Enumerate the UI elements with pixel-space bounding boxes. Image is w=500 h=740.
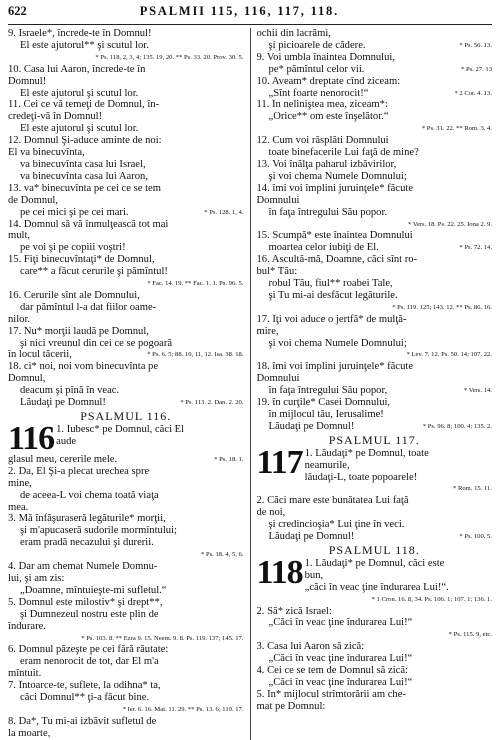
verse-text: mat pe Domnul: <box>256 700 326 712</box>
verse-text: 5. Domnul este milostiv* şi drept**, <box>8 596 163 608</box>
verse-text: moartea celor iubiţi de El. <box>268 242 379 254</box>
cross-reference-line <box>257 123 493 135</box>
verse-line <box>8 207 244 219</box>
verse-line <box>8 668 244 680</box>
verse-line <box>257 677 493 689</box>
verse-text: 2. Da, El Şi-a plecat urechea spre <box>8 465 150 477</box>
verse-text: credeţi-vă în Domnul! <box>8 111 103 123</box>
opening-line: 1. Lăudaţi* pe Domnul, toate <box>304 447 429 459</box>
cross-reference: * Ps. 27. 13 <box>461 65 492 73</box>
cross-reference-line <box>257 302 493 314</box>
opening-line: neamurile, <box>304 459 350 471</box>
verse-line <box>257 111 493 123</box>
verse-text: bul* Tău: <box>256 266 298 278</box>
cross-reference: * Ier. 6. 16. Mat. 11. 29. ** Ps. 13. 6; 119. 17. <box>122 705 244 713</box>
verse-text: mea. <box>8 501 29 513</box>
verse-line <box>8 123 244 135</box>
verse-text: va binecuvînta casa lui Israel, <box>20 158 146 170</box>
cross-reference-line <box>8 278 244 290</box>
cross-reference: * Ps. 72. 14. <box>459 244 492 252</box>
cross-reference: * Ps. 96. 8; 100. 4; 135. 2. <box>422 422 492 430</box>
verse-line <box>257 230 493 242</box>
verse-text: Lăudaţi pe Domnul! <box>20 397 106 409</box>
verse-line <box>257 653 493 665</box>
verse-text: „Sînt foarte nenorocit!“ <box>268 87 369 99</box>
verse-line <box>8 728 244 740</box>
drop-number-117: 117 <box>256 443 303 481</box>
verse-text: 14. îmi voi împlini juruinţele* făcute <box>256 182 414 194</box>
verse-text: 10. Casa lui Aaron, încrede-te în <box>8 63 146 75</box>
verse-text: „Căci în veac ţine îndurarea Lui!“ <box>268 617 413 629</box>
verse-text: 16. Cerurile sînt ale Domnului, <box>8 289 140 301</box>
cross-reference: * Rom. 15. 11. <box>453 485 492 493</box>
verse-line <box>257 159 493 171</box>
drop-number-118: 118 <box>256 553 303 591</box>
verse-line <box>257 171 493 183</box>
verse-line <box>8 290 244 302</box>
verse-line <box>8 597 244 609</box>
verse-text: El este ajutorul şi scutul lor. <box>20 87 139 99</box>
verse-line <box>8 525 244 537</box>
verse-line <box>8 680 244 692</box>
verse-text: „Doamne, mîntuieşte-mi sufletul.“ <box>20 584 167 596</box>
verse-line <box>257 409 493 421</box>
psalm-117-ref-line <box>257 483 493 495</box>
verse-text: dar pămîntul l-a dat fiilor oame- <box>20 301 157 313</box>
verse-line <box>257 373 493 385</box>
verse-line <box>8 111 244 123</box>
verse-text: Domnul, <box>8 373 46 385</box>
verse-text: 9. Voi umbla înaintea Domnului, <box>256 51 395 63</box>
verse-text: 11. Cei ce vă temeţi de Domnul, în- <box>8 99 160 111</box>
verse-line <box>8 537 244 549</box>
verse-text: 15. Fiţi binecuvîntaţi* de Domnul, <box>8 254 155 266</box>
verse-line <box>8 195 244 207</box>
verse-text: Lăudaţi pe Domnul! <box>268 420 355 432</box>
verse-line <box>8 385 244 397</box>
psalm-118-verses <box>257 606 493 713</box>
cross-reference: * 1 Cron. 16. 8, 34. Ps. 106. 1; 107. 1; 136. 1. <box>371 595 492 603</box>
verse-text: 4. Cei ce se tem de Domnul să zică: <box>256 665 408 677</box>
opening-line: 1. Lăudaţi* pe Domnul, căci este <box>304 557 445 569</box>
verse-line <box>257 617 493 629</box>
verse-text: şi picioarele de cădere. <box>268 39 366 51</box>
verse-text: 17. Nu* morţii laudă pe Domnul, <box>8 325 149 337</box>
verse-line <box>257 183 493 195</box>
verse-line <box>8 28 244 40</box>
opening-line: „căci în veac ţine îndurarea Lui!“. <box>304 581 449 593</box>
verse-text: ochii din lacrămi, <box>256 28 331 39</box>
verse-text: Domnului <box>256 194 300 206</box>
cross-reference-line <box>8 704 244 716</box>
cross-reference: * Ps. 103. 8. ** Ezra 9. 15. Neem. 9. 8. Ps. 119. 137; 145. 17. <box>81 634 244 642</box>
cross-reference: * Ps. 115. 9, etc. <box>448 631 492 639</box>
right-column <box>251 28 493 740</box>
verse-text: la moarte, <box>8 727 51 739</box>
verse-line <box>8 716 244 728</box>
verse-line <box>8 40 244 52</box>
verse-line <box>257 665 493 677</box>
verse-line <box>257 64 493 76</box>
verse-line <box>8 314 244 326</box>
verse-line <box>8 159 244 171</box>
verse-line <box>8 326 244 338</box>
verse-text: 19. în curţile* Casei Domnului, <box>256 397 391 409</box>
verse-text: 3. Casa lui Aaron să zică: <box>256 641 365 653</box>
verse-line <box>8 466 244 478</box>
verse-text: pe cei mici şi pe cei mari. <box>20 206 129 218</box>
verse-text: 15. Scumpă* este înaintea Domnului <box>256 230 413 242</box>
verse-line <box>257 266 493 278</box>
psalm-116-first-lines <box>56 424 243 454</box>
cross-reference: * Ps. 6. 5; 88. 10, 11, 12. Isa. 38. 18. <box>147 351 244 359</box>
verse-text: Domnul! <box>8 75 47 87</box>
verse-line <box>257 338 493 350</box>
cross-reference-line <box>8 52 244 64</box>
verse-line <box>257 207 493 219</box>
verse-text: 8. Da*, Tu mi-ai izbăvit sufletul de <box>8 715 157 727</box>
verse-text: robul Tău, fiul** roabei Tale, <box>268 278 393 290</box>
cross-reference: * Vers. 14. <box>463 387 492 395</box>
psalm-116-opening <box>8 419 244 457</box>
verse-text: deacum şi pînă în veac. <box>20 385 120 397</box>
cross-reference: * Ps. 100. 5. <box>459 533 492 541</box>
verse-line <box>257 314 493 326</box>
verse-line <box>257 254 493 266</box>
verse-text: eram nenorocit de tot, dar El m'a <box>20 656 159 668</box>
verse-line <box>8 76 244 88</box>
verse-text: 12. Domnul Şi-aduce aminte de noi: <box>8 135 162 147</box>
verse-text: „Căci în veac ţine îndurarea Lui!“ <box>268 676 413 688</box>
verse-line <box>8 242 244 254</box>
page-header <box>8 4 492 24</box>
verse-text: în faţa întregului Său popor. <box>268 206 388 218</box>
verse-line <box>257 147 493 159</box>
verse-line <box>257 195 493 207</box>
psalm-118-title: PSALMUL 118. <box>328 542 420 557</box>
verse-text: 12. Cum voi răsplăti Domnului <box>256 135 389 147</box>
verse-line <box>257 135 493 147</box>
cross-reference: * 2 Cor. 4. 13. <box>454 89 492 97</box>
verse-text: 2. Căci mare este bunătatea Lui faţă <box>256 495 409 507</box>
verse-text: „Orice** om este înşelător.“ <box>268 111 389 123</box>
verse-line <box>257 519 493 531</box>
cross-reference: * Ps. 18. 4, 5, 6. <box>201 551 244 559</box>
verse-text: va binecuvînta casa lui Aaron, <box>20 170 148 182</box>
verse-text: mult, <box>8 230 31 242</box>
verse-text: îndurare. <box>8 620 46 632</box>
verse-line <box>8 609 244 621</box>
verse-text: mine, <box>8 477 32 489</box>
cross-reference-line <box>8 549 244 561</box>
verse-text: pe* pămîntul celor vii. <box>268 63 365 75</box>
verse-text: 2. Să* zică Israel: <box>256 605 332 617</box>
verse-line <box>8 64 244 76</box>
cross-reference: * Ps. 118, 2, 3, 4; 135. 19, 20. ** Ps. 33. 20. Prov. 30. 5. <box>95 53 244 61</box>
verse-text: 17. Îţi voi aduce o jertfă* de mulţă- <box>256 313 407 325</box>
cross-reference: * Ps. 18. 1. <box>214 455 244 463</box>
verse-text: eram pradă necazului şi durerii. <box>20 537 154 549</box>
verse-text: El va binecuvînta, <box>8 147 85 159</box>
psalm-117-first-lines <box>305 448 492 484</box>
verse-line <box>8 361 244 373</box>
verse-line <box>8 183 244 195</box>
verse-line <box>8 397 244 409</box>
verse-text: şi Tu mi-ai desfăcut legăturile. <box>268 289 398 301</box>
verse-line <box>257 52 493 64</box>
verse-line <box>8 147 244 159</box>
verse-line <box>8 692 244 704</box>
verse-line <box>257 28 493 40</box>
verse-text: Domnului <box>256 373 300 385</box>
verse-line <box>257 326 493 338</box>
verse-text: 10. Aveam* dreptate cînd ziceam: <box>256 75 401 87</box>
verse-line <box>8 490 244 502</box>
verse-line <box>8 585 244 597</box>
verse-line <box>8 338 244 350</box>
cross-reference: * Vers. 18. Ps. 22. 25. Iona 2. 9. <box>408 220 492 228</box>
verse-text: 13. va* binecuvînta pe cei ce se tem <box>8 182 161 194</box>
verse-text: în mijlocul tău, Ierusalime! <box>268 409 384 420</box>
verse-text: de noi, <box>256 507 286 519</box>
verse-text: El este ajutorul** şi scutul lor. <box>20 39 149 51</box>
verse-text: mîntuit. <box>8 668 42 680</box>
verse-line <box>257 421 493 433</box>
verse-text: şi voi chema Numele Domnului; <box>268 170 407 182</box>
verse-line <box>257 689 493 701</box>
verse-text: şi m'apucaseră sudorile mormîntului; <box>20 525 177 537</box>
verse-line <box>8 171 244 183</box>
cross-reference-line <box>257 349 493 361</box>
psalm-118-opening <box>256 553 493 594</box>
verse-line <box>257 397 493 409</box>
verse-line <box>8 230 244 242</box>
verse-line <box>8 254 244 266</box>
verse-text: 11. În neliniştea mea, ziceam*: <box>256 99 388 111</box>
cross-reference: * Ps. 56. 13. <box>459 41 492 49</box>
cross-reference: * Fac. 14. 19. ** Fac. 1. 1. Ps. 96. 5. <box>147 280 244 288</box>
verse-line <box>257 701 493 713</box>
verse-line <box>8 99 244 111</box>
psalm-116-verses <box>8 454 244 740</box>
verse-text: 4. Dar am chemat Numele Domnu- <box>8 561 158 573</box>
psalm-118-ref-line <box>257 594 493 606</box>
verse-line <box>257 361 493 373</box>
cross-reference: * Ps. 128. 1, 4. <box>204 208 244 216</box>
verse-text: de Domnul, <box>8 194 59 206</box>
verse-line <box>257 88 493 100</box>
verse-text: pe voi şi pe copiii voştri! <box>20 242 126 254</box>
running-title: PSALMII 115, 116, 117, 118. <box>139 4 340 18</box>
cross-reference: * Ps. 113. 2. Dan. 2. 20. <box>180 399 244 407</box>
verse-text: 16. Ascultă-mă, Doamne, căci sînt ro- <box>256 254 418 266</box>
verse-text: de aceea-L voi chema toată viaţa <box>20 489 159 501</box>
verse-line <box>8 561 244 573</box>
verse-line <box>257 242 493 254</box>
verse-line <box>8 513 244 525</box>
verse-text: 14. Domnul să vă înmulţească tot mai <box>8 218 169 230</box>
psalm-115-verses <box>8 28 244 409</box>
verse-line <box>257 290 493 302</box>
cross-reference: * Ps. 119. 125; 143. 12. ** Ps. 86. 16. <box>392 303 492 311</box>
verse-line <box>8 88 244 100</box>
verse-line <box>8 656 244 668</box>
verse-text: lui, şi am zis: <box>8 572 65 584</box>
verse-text: şi nici vreunul din cei ce se pogoară <box>20 337 173 349</box>
verse-line <box>8 573 244 585</box>
verse-text: 6. Domnul păzeşte pe cei fără răutate: <box>8 644 169 656</box>
verse-line <box>257 76 493 88</box>
verse-line <box>257 278 493 290</box>
verse-text: care** a făcut cerurile şi pămîntul! <box>20 266 168 278</box>
psalm-117-title: PSALMUL 117. <box>328 432 420 447</box>
verse-text: în faţa întregului Său popor, <box>268 385 388 397</box>
verse-line <box>8 502 244 514</box>
verse-line <box>8 644 244 656</box>
opening-line: 1. Iubesc* pe Domnul, căci El <box>56 423 185 435</box>
verse-line <box>8 454 244 466</box>
verse-line <box>8 219 244 231</box>
verse-text: nilor. <box>8 313 31 325</box>
header-rule <box>8 24 492 25</box>
verse-line <box>257 606 493 618</box>
verse-text: „Căci în veac ţine îndurarea Lui!“ <box>268 653 413 665</box>
cross-reference-line <box>257 629 493 641</box>
verse-line <box>257 641 493 653</box>
verse-text: şi Dumnezeul nostru este plin de <box>20 608 159 620</box>
psalm-118-first-lines <box>305 558 492 594</box>
verse-text: Lăudaţi pe Domnul! <box>268 531 355 543</box>
verse-text: El este ajutorul şi scutul lor. <box>20 123 139 135</box>
verse-line <box>8 373 244 385</box>
cross-reference-line <box>257 219 493 231</box>
verse-text: 18. ci* noi, noi vom binecuvînta pe <box>8 361 159 373</box>
verse-line <box>257 531 493 543</box>
verse-line <box>8 302 244 314</box>
verse-text: toate binefacerile Lui faţă de mine? <box>268 147 419 159</box>
two-column-body <box>8 28 492 740</box>
verse-line <box>257 40 493 52</box>
psalm-116-title: PSALMUL 116. <box>80 409 172 423</box>
psalm-116-continued <box>257 28 493 433</box>
verse-text: glasul meu, cererile mele. <box>8 453 118 465</box>
verse-text: şi credincioşia* Lui ţine în veci. <box>268 519 405 531</box>
left-column <box>8 28 251 740</box>
opening-line: lăudaţi-L, toate popoarele! <box>304 471 418 483</box>
verse-line <box>8 349 244 361</box>
verse-line <box>8 266 244 278</box>
opening-line: aude <box>56 435 77 447</box>
verse-text: 5. În* mijlocul strîmtorării am che- <box>256 688 406 700</box>
cross-reference: * Ps. 31. 22. ** Rom. 3. 4. <box>421 125 492 133</box>
psalm-117-opening <box>256 443 493 484</box>
verse-line <box>257 385 493 397</box>
verse-text: în locul tăcerii, <box>8 349 72 361</box>
verse-line <box>257 99 493 111</box>
opening-line: bun, <box>304 569 324 581</box>
verse-text: şi voi chema Numele Domnului; <box>268 337 407 349</box>
verse-line <box>257 495 493 507</box>
verse-line <box>8 135 244 147</box>
cross-reference: * Lev. 7. 12. Ps. 50. 14; 107. 22. <box>406 351 492 359</box>
verse-text: 9. Israele*, încrede-te în Domnul! <box>8 28 152 39</box>
verse-text: 7. Întoarce-te, suflete, la odihna* ta, <box>8 680 161 692</box>
page-number: 622 <box>8 4 27 18</box>
verse-line <box>8 478 244 490</box>
verse-text: 13. Voi înălţa paharul izbăvirilor, <box>256 158 397 170</box>
verse-line <box>8 621 244 633</box>
cross-reference-line <box>8 633 244 645</box>
verse-text: mire, <box>256 325 279 337</box>
verse-line <box>257 507 493 519</box>
verse-text: 3. Mă înfăşuraseră legăturile* morţii, <box>8 513 166 525</box>
verse-text: 18. îmi voi împlini juruinţele* făcute <box>256 361 414 373</box>
verse-text: căci Domnul** ţi-a făcut bine. <box>20 692 150 704</box>
psalm-117-verses <box>257 495 493 543</box>
drop-number-116: 116 <box>8 419 55 457</box>
